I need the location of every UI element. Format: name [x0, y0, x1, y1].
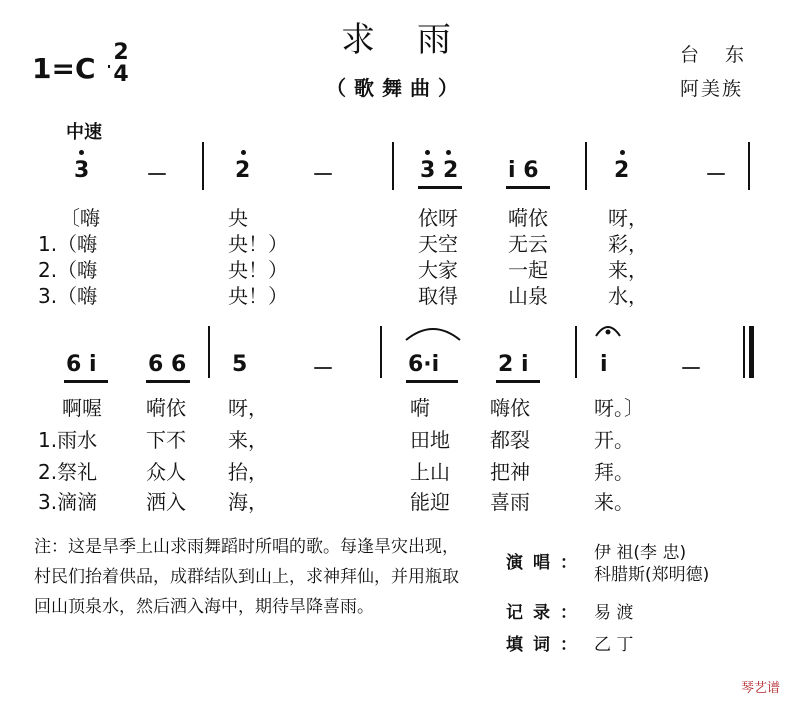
- lyric: 央！）: [228, 232, 288, 256]
- lyric: 嗬依: [146, 396, 186, 420]
- recorder-label: [506, 598, 587, 623]
- lyric: 喜雨: [490, 490, 530, 514]
- slur: [404, 322, 462, 342]
- note-dash: －: [312, 163, 335, 188]
- lyric: 呀。〕: [594, 396, 644, 420]
- origin-region: 台 东: [680, 44, 755, 66]
- lyric: 众人: [146, 460, 186, 484]
- lyric: 彩，: [608, 232, 648, 256]
- lyric: 依呀: [418, 206, 458, 230]
- footnote: 注：这是旱季上山求雨舞蹈时所唱的歌。每逢旱灾出现，村民们抬着供品，成群结队到山上，求神拜仙，并用瓶取回山顶泉水，然后洒入海中，期待旱降喜雨。: [34, 537, 459, 617]
- lyric: 呀，: [228, 396, 268, 420]
- barline: [575, 326, 577, 378]
- subtitle: （歌舞曲）: [326, 76, 466, 100]
- lyric: 都裂: [490, 428, 530, 452]
- lyric: 来，: [608, 258, 648, 282]
- note-pair: 3 2: [420, 158, 459, 183]
- lyric: 大家: [418, 258, 458, 282]
- lyric: 央: [228, 206, 248, 230]
- lyric: 央！）: [228, 258, 288, 282]
- time-bottom: 4: [113, 62, 129, 87]
- lyric: 把神: [490, 460, 530, 484]
- barline: [392, 142, 394, 190]
- lyric: 〔嗨: [60, 206, 100, 230]
- tempo-mark: 中速: [66, 122, 102, 143]
- singer-1: 伊 祖(李 忠): [594, 543, 687, 563]
- lyric: 啊喔: [62, 396, 102, 420]
- final-barline-thick: [749, 326, 754, 378]
- octave-dot: [79, 150, 84, 155]
- barline: [202, 142, 204, 190]
- octave-dot: [446, 150, 451, 155]
- lyric: 呀，: [608, 206, 648, 230]
- lyric: 山泉: [508, 284, 548, 308]
- note: 3: [74, 158, 90, 183]
- lyric: 一起: [508, 258, 548, 282]
- beam: [146, 380, 190, 383]
- time-bar: [108, 65, 110, 68]
- lyric: 2.祭礼: [38, 460, 98, 484]
- lyric: 拜。: [594, 460, 634, 484]
- lyric: 无云: [508, 232, 548, 256]
- lyric: 嗬依: [508, 206, 548, 230]
- lyric: 天空: [418, 232, 458, 256]
- beam: [418, 186, 462, 189]
- barline: [380, 326, 382, 378]
- note-pair: 6 i: [66, 352, 97, 377]
- lyric: 洒入: [146, 490, 186, 514]
- lyric: 下不: [146, 428, 186, 452]
- singer-2: 科腊斯(郑明德): [594, 565, 710, 585]
- lyric: 来。: [594, 490, 634, 514]
- note-pair: 2 i: [498, 352, 529, 377]
- note: 2: [614, 158, 630, 183]
- barline: [748, 142, 750, 190]
- note: i: [600, 352, 608, 377]
- lyric: 水，: [608, 284, 648, 308]
- lyric: 1.（嗨: [38, 232, 98, 256]
- barline: [208, 326, 210, 378]
- lyric: 2.（嗨: [38, 258, 98, 282]
- note-dash: －: [146, 163, 169, 188]
- final-barline-thin: [743, 326, 745, 378]
- origin-ethnic: 阿美族: [680, 78, 744, 100]
- recorder-label-text: 记录：: [506, 603, 587, 623]
- lyric: 开。: [594, 428, 634, 452]
- lyric: 上山: [410, 460, 450, 484]
- octave-dot: [620, 150, 625, 155]
- time-top: 2: [113, 40, 129, 65]
- note-pair: 6·i: [408, 352, 440, 377]
- note-dash: －: [680, 357, 703, 382]
- note-dash: －: [705, 163, 728, 188]
- lyric: 海，: [228, 490, 268, 514]
- lyric: 央！）: [228, 284, 288, 308]
- recorder: 易 渡: [594, 603, 634, 623]
- note: 2: [235, 158, 251, 183]
- octave-dot: [425, 150, 430, 155]
- note: 5: [232, 352, 248, 377]
- watermark: 琴艺谱: [740, 681, 780, 696]
- singer-label: [506, 548, 587, 573]
- time-signature: [108, 42, 134, 86]
- beam: [496, 380, 540, 383]
- fermata: [594, 318, 622, 340]
- note-pair: 6 6: [148, 352, 187, 377]
- note-pair: i 6: [508, 158, 539, 183]
- barline: [585, 142, 587, 190]
- lyricist: 乙 丁: [594, 635, 634, 655]
- lyric: 取得: [418, 284, 458, 308]
- lyric: 田地: [410, 428, 450, 452]
- beam: [64, 380, 108, 383]
- key-signature: 1=C: [32, 52, 96, 85]
- beam: [406, 380, 458, 383]
- lyric: 抬，: [228, 460, 268, 484]
- lyricist-label-text: 填词：: [506, 635, 587, 655]
- page-title: 求雨: [341, 20, 493, 60]
- lyric: 嗨依: [490, 396, 530, 420]
- note-dash: －: [312, 357, 335, 382]
- lyric: 3.（嗨: [38, 284, 98, 308]
- lyric: 1.雨水: [38, 428, 98, 452]
- lyric: 3.滴滴: [38, 490, 98, 514]
- lyricist-label: [506, 630, 587, 655]
- lyric: 能迎: [410, 490, 450, 514]
- lyric: 嗬: [410, 396, 430, 420]
- lyric: 来，: [228, 428, 268, 452]
- beam: [506, 186, 550, 189]
- octave-dot: [241, 150, 246, 155]
- singer-label-text: 演唱：: [506, 553, 587, 573]
